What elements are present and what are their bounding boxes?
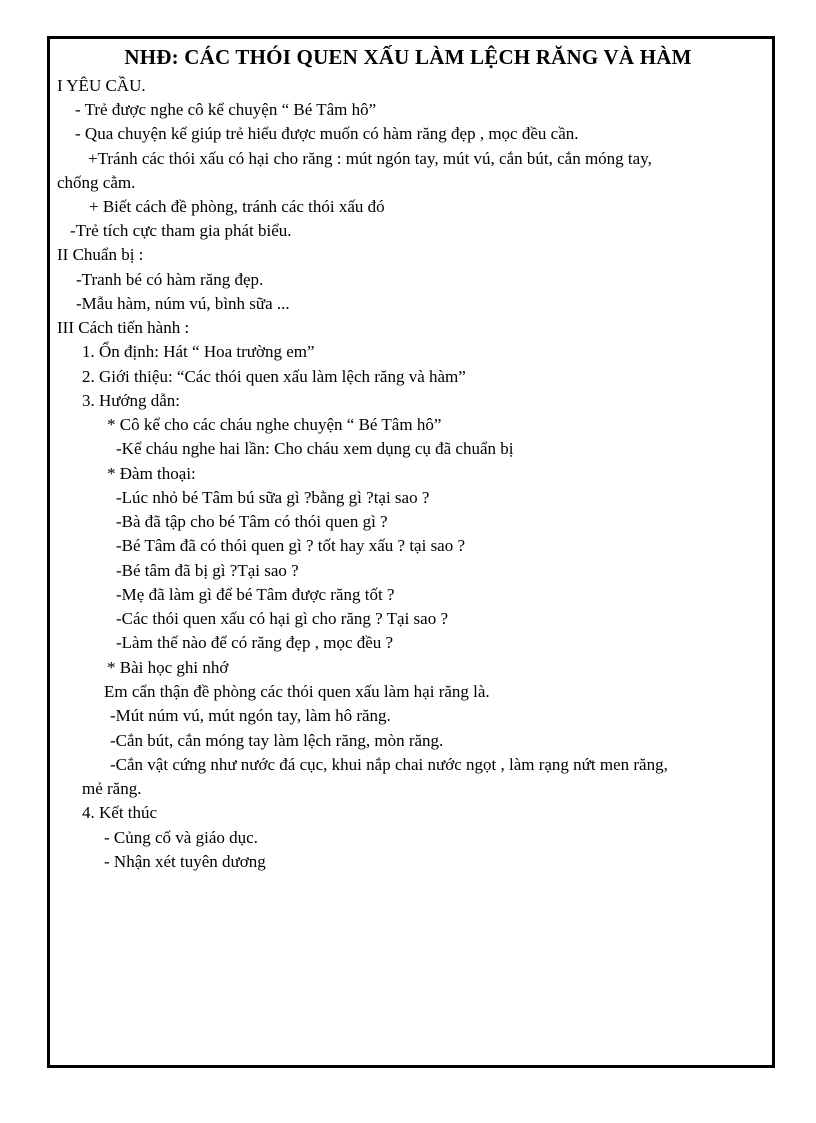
text-line: -Kể cháu nghe hai lần: Cho cháu xem dụng cụ đã chuẩn bị	[116, 439, 514, 458]
text-line: + Biết cách đề phòng, tránh các thói xấu đó	[89, 197, 385, 216]
numbered-item: 1. Ổn định: Hát “ Hoa trường em”	[82, 342, 315, 361]
question-line: -Làm thế nào để có răng đẹp , mọc đều ?	[116, 633, 394, 652]
text-line: * Cô kể cho các cháu nghe chuyện “ Bé Tâm hô”	[107, 415, 442, 434]
numbered-item: 3. Hướng dẫn:	[82, 391, 180, 410]
text-line: -Tranh bé có hàm răng đẹp.	[76, 270, 264, 289]
text-line: +Tránh các thói xấu có hại cho răng : mút ngón tay, mút vú, cắn bút, cắn móng tay,	[88, 149, 652, 168]
question-line: -Các thói quen xấu có hại gì cho răng ? Tại sao ?	[116, 609, 449, 628]
question-line: -Bà đã tập cho bé Tâm có thói quen gì ?	[116, 512, 388, 531]
text-line: -Cắn vật cứng như nước đá cục, khui nắp chai nước ngọt , làm rạng nứt men răng,	[110, 755, 668, 774]
text-line: -Mút núm vú, mút ngón tay, làm hô răng.	[110, 706, 391, 725]
numbered-item: 2. Giới thiệu: “Các thói quen xấu làm lệch răng và hàm”	[82, 367, 466, 386]
section-heading: II Chuẩn bị :	[57, 245, 144, 264]
question-line: -Mẹ đã làm gì để bé Tâm được răng tốt ?	[116, 585, 395, 604]
text-line: -Mẫu hàm, núm vú, bình sữa ...	[76, 294, 290, 313]
section-heading: III Cách tiến hành :	[57, 318, 190, 337]
document-title: NHĐ: CÁC THÓI QUEN XẤU LÀM LỆCH RĂNG VÀ HÀM	[124, 45, 692, 69]
question-line: -Bé tâm đã bị gì ?Tại sao ?	[116, 561, 299, 580]
text-line: chống cằm.	[57, 173, 136, 192]
text-line: -Cắn bút, cắn móng tay làm lệch răng, mòn răng.	[110, 731, 444, 750]
numbered-item: 4. Kết thúc	[82, 803, 158, 822]
question-line: -Bé Tâm đã có thói quen gì ? tốt hay xấu ? tại sao ?	[116, 536, 466, 555]
question-line: -Lúc nhỏ bé Tâm bú sữa gì ?bằng gì ?tại sao ?	[116, 488, 430, 507]
text-line: * Đàm thoại:	[107, 464, 196, 483]
section-heading: I YÊU CẦU.	[57, 76, 146, 95]
text-line: - Nhận xét tuyên dương	[104, 852, 266, 871]
text-line: mẻ răng.	[82, 779, 142, 798]
text-line: * Bài học ghi nhớ	[107, 658, 229, 677]
text-line: - Qua chuyện kể giúp trẻ hiểu được muốn có hàm răng đẹp , mọc đều cần.	[75, 124, 579, 143]
text-line: - Củng cố và giáo dục.	[104, 828, 258, 847]
text-line: - Trẻ được nghe cô kể chuyện “ Bé Tâm hô”	[75, 100, 377, 119]
text-line: -Trẻ tích cực tham gia phát biểu.	[70, 221, 292, 240]
text-line: Em cẩn thận đề phòng các thói quen xấu làm hại răng là.	[104, 682, 490, 701]
